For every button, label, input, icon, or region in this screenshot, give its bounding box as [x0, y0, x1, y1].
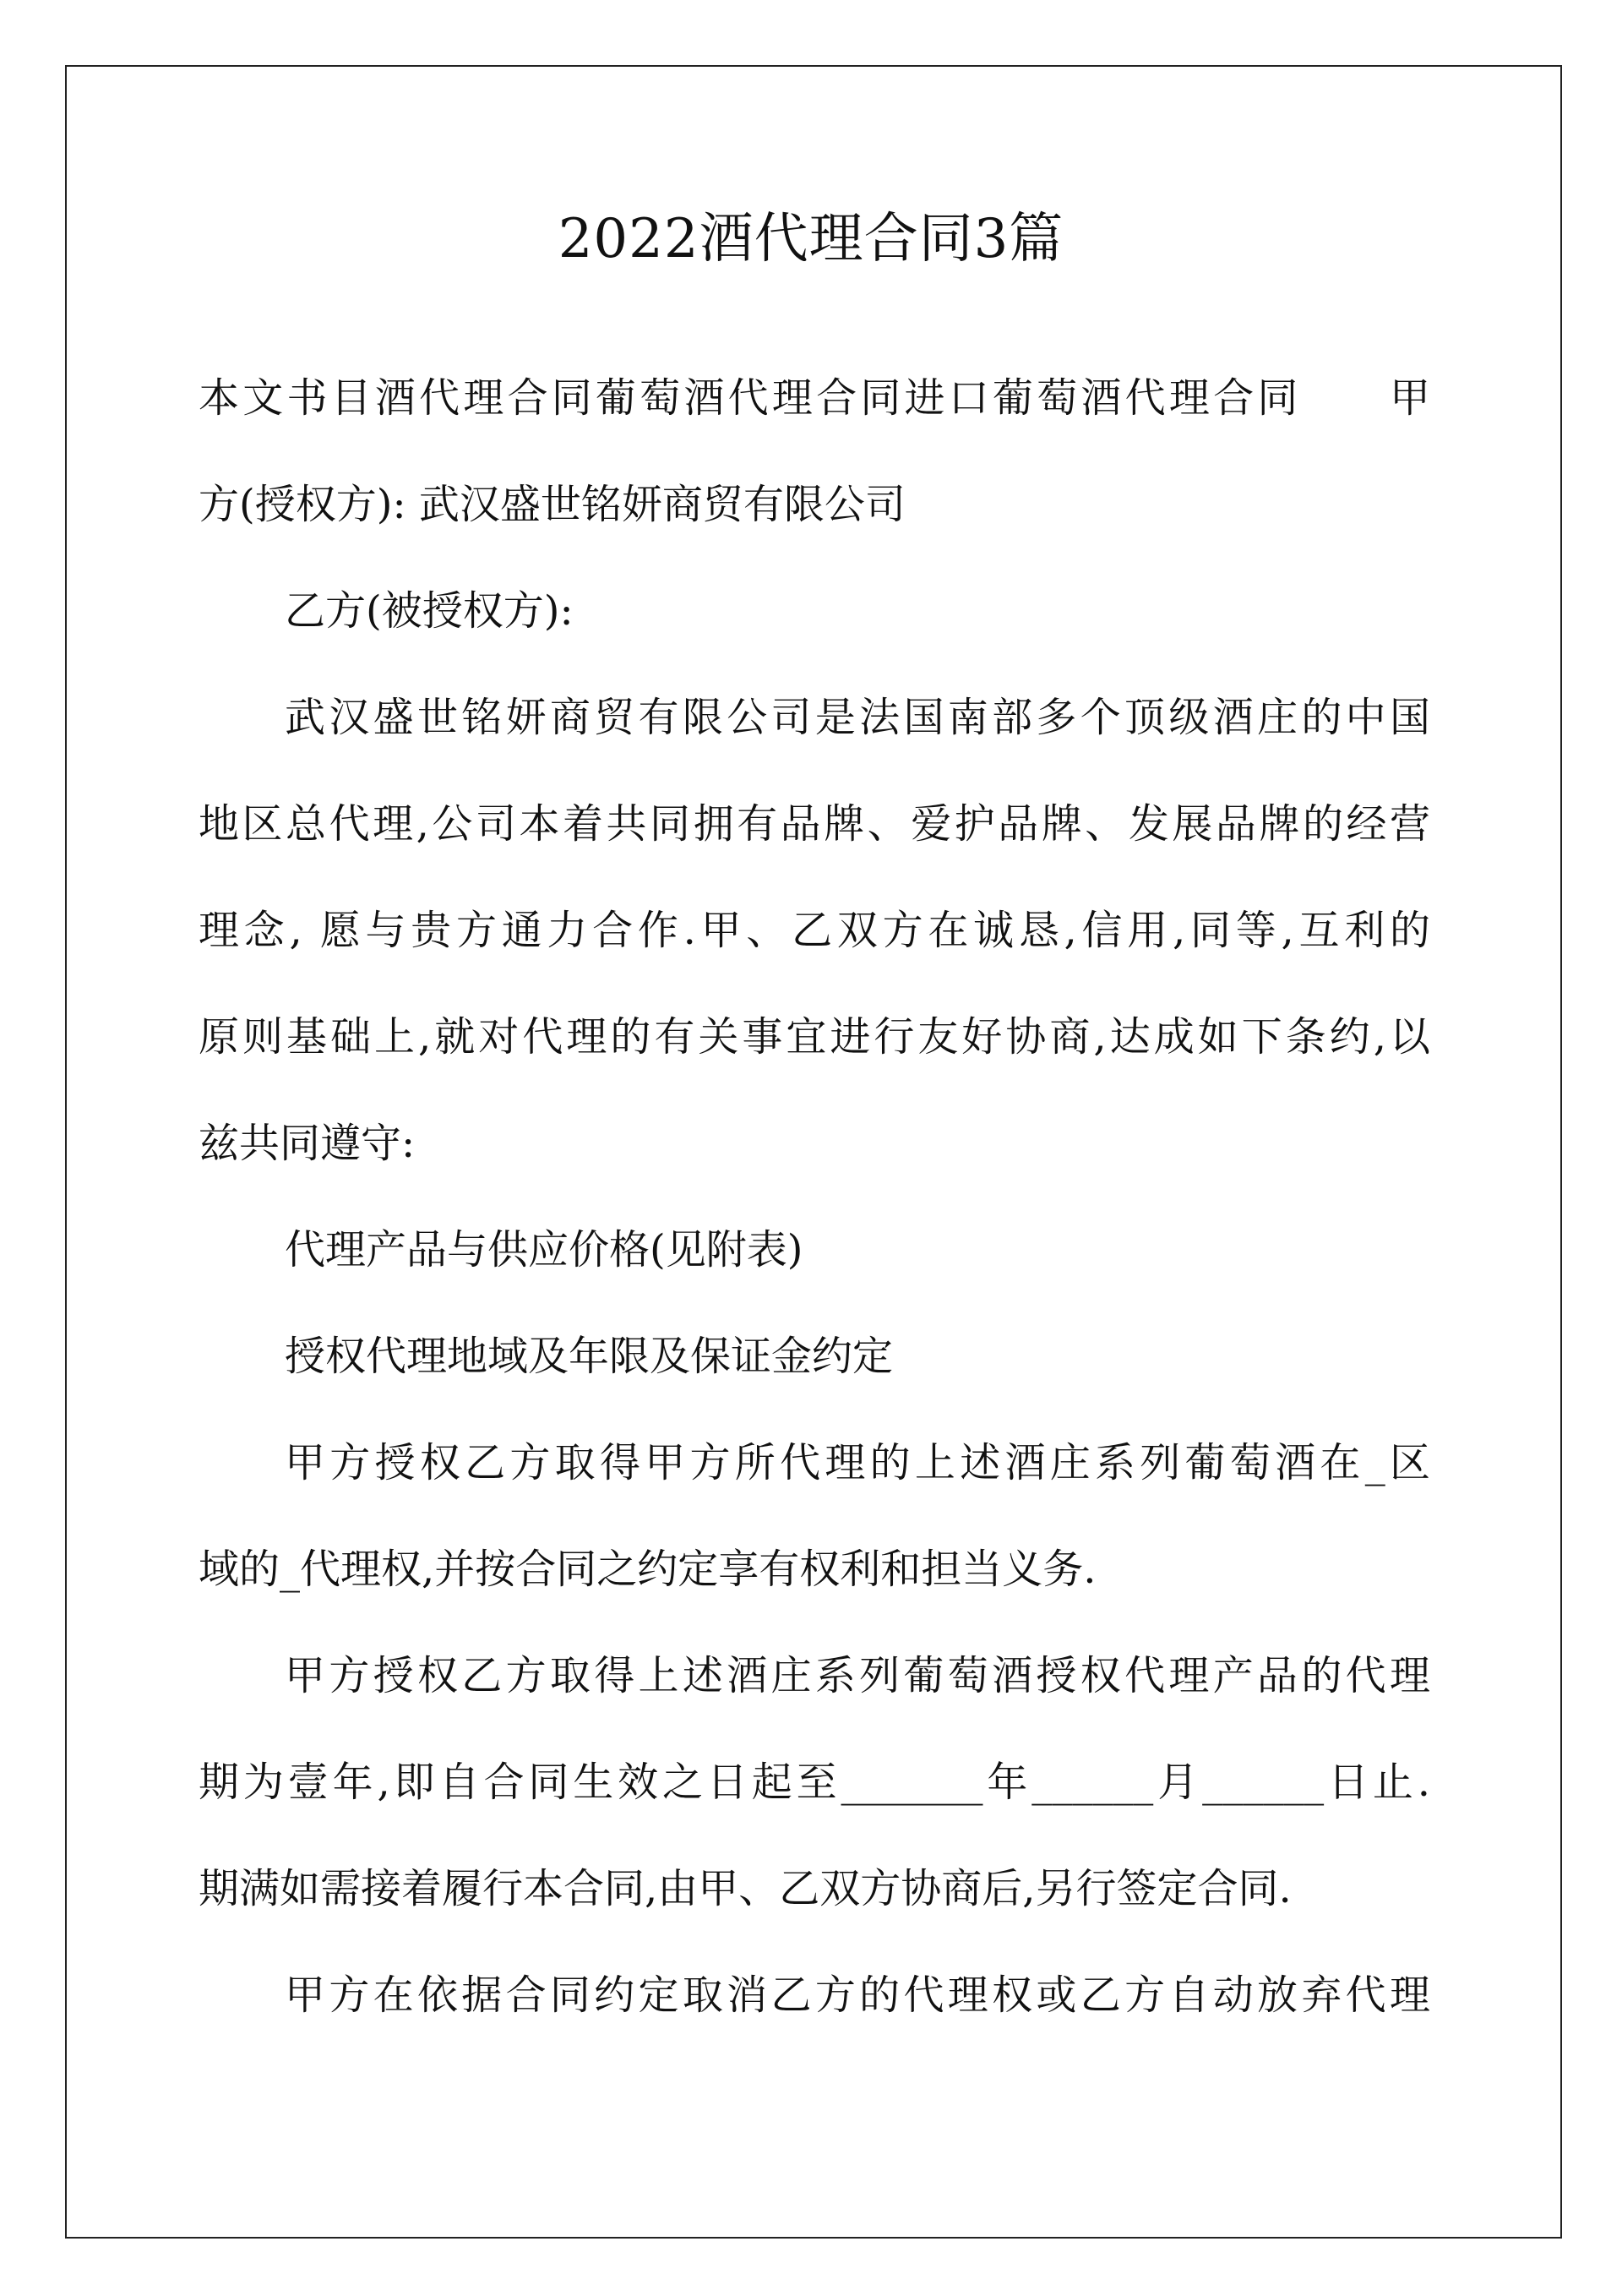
- document-line: 甲方在依据合同约定取消乙方的代理权或乙方自动放弃代理: [285, 1972, 1430, 2019]
- document-line: 理念, 愿与贵方通力合作.甲、乙双方在诚恳,信用,同等,互利的: [199, 907, 1430, 954]
- document-line: 方(授权方): 武汉盛世铭妍商贸有限公司: [199, 481, 906, 528]
- document-line: 本文书目酒代理合同葡萄酒代理合同进口葡萄酒代理合同 甲: [199, 374, 1430, 422]
- document-body: [199, 345, 1430, 2048]
- document-line: 乙方(被授权方):: [285, 587, 574, 635]
- document-line: 甲方授权乙方取得上述酒庄系列葡萄酒授权代理产品的代理: [285, 1652, 1430, 1699]
- document-line: 甲方授权乙方取得甲方所代理的上述酒庄系列葡萄酒在_区: [285, 1439, 1430, 1486]
- document-line: 授权代理地域及年限及保证金约定: [285, 1333, 894, 1380]
- document-line: 期为壹年,即自合同生效之日起至_______年______月______日止.: [199, 1759, 1430, 1806]
- document-line: 期满如需接着履行本合同,由甲、乙双方协商后,另行签定合同.: [199, 1865, 1292, 1912]
- document-line: 武汉盛世铭妍商贸有限公司是法国南部多个顶级酒庄的中国: [285, 694, 1430, 741]
- document-line: 地区总代理,公司本着共同拥有品牌、爱护品牌、发展品牌的经营: [199, 800, 1430, 848]
- document-line: 原则基础上,就对代理的有关事宜进行友好协商,达成如下条约,以: [199, 1013, 1430, 1061]
- document-line: 代理产品与供应价格(见附表): [285, 1226, 803, 1273]
- document-title: 2022酒代理合同3篇: [558, 208, 1064, 270]
- document-line: 兹共同遵守:: [199, 1120, 416, 1167]
- document-line: 域的_代理权,并按合同之约定享有权利和担当义务.: [199, 1546, 1097, 1593]
